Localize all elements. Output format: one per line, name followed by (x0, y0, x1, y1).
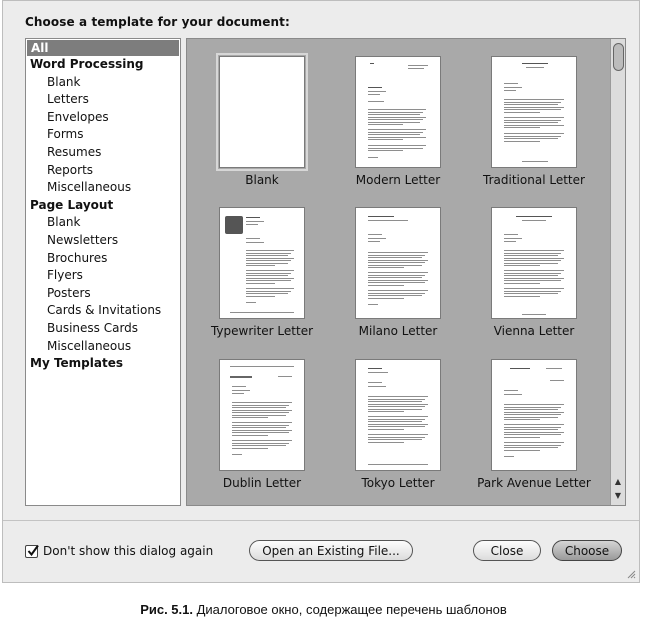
thumbnail-text-line (504, 275, 558, 276)
category-item[interactable]: Business Cards (47, 320, 139, 335)
thumbnail-text-line (232, 402, 292, 403)
thumbnail-text-line (504, 442, 564, 443)
thumbnail-text-line (504, 238, 522, 239)
thumbnail-text-line (504, 90, 516, 91)
thumbnail-text-line (368, 114, 420, 115)
template-label: Dublin Letter (222, 476, 302, 490)
thumbnail-text-line (232, 454, 242, 455)
thumbnail-text-line (504, 417, 558, 418)
thumbnail-text-line (368, 295, 422, 296)
thumbnail-text-line (246, 255, 288, 256)
thumbnail-text-line (504, 83, 518, 84)
thumbnail-text-line (504, 291, 561, 292)
thumbnail-text-line (504, 407, 561, 408)
thumbnail-text-line (246, 258, 294, 259)
category-item[interactable]: Envelopes (47, 109, 109, 124)
thumbnail-text-line (232, 390, 250, 391)
thumbnail-text-line (368, 275, 425, 276)
category-item[interactable]: Forms (47, 127, 84, 142)
scroll-thumb[interactable] (613, 43, 624, 71)
thumbnail-text-line (368, 304, 378, 305)
gallery-scrollbar[interactable] (610, 39, 625, 505)
thumbnail-text-line (368, 265, 422, 266)
thumbnail-text-line (546, 368, 562, 369)
thumbnail-text-line (232, 410, 292, 411)
thumbnail-text-line (368, 429, 404, 430)
thumbnail-text-line (408, 65, 428, 66)
thumbnail-text-line (230, 376, 252, 378)
thumbnail-text-line (368, 401, 422, 402)
thumbnail-text-line (246, 293, 288, 294)
thumbnail-text-line (246, 302, 256, 303)
thumbnail-text-line (368, 255, 425, 256)
template-item[interactable] (469, 359, 599, 506)
thumbnail-text-line (368, 262, 425, 263)
thumbnail-text-line (368, 272, 428, 273)
category-item[interactable]: Brochures (47, 250, 108, 265)
thumbnail-text-line (368, 91, 386, 92)
thumbnail-text-line (504, 263, 558, 264)
thumbnail-text-line (368, 234, 382, 235)
thumbnail-text-line (368, 241, 380, 242)
scroll-up-arrow-icon[interactable]: ▲ (614, 477, 622, 486)
thumbnail-text-line (368, 267, 404, 268)
footer-divider (3, 520, 639, 521)
thumbnail-text-line (368, 216, 394, 217)
thumbnail-text-line (232, 430, 292, 431)
thumbnail-text-line (368, 129, 426, 130)
thumbnail-text-line (368, 396, 428, 397)
template-label: Vienna Letter (493, 324, 575, 338)
thumbnail-text-line (504, 133, 564, 134)
thumbnail-text-line (504, 273, 561, 274)
thumbnail-text-line (368, 145, 426, 146)
thumbnail-text-line (246, 283, 275, 284)
template-label: Modern Letter (355, 173, 441, 187)
thumbnail-text-line (504, 283, 540, 284)
thumbnail-text-line (368, 139, 403, 140)
thumbnail-text-line (232, 432, 289, 433)
thumbnail-text-line (504, 120, 561, 121)
category-item[interactable]: Blank (47, 215, 81, 230)
thumbnail-text-line (504, 427, 561, 428)
dont-show-again-label: Don't show this dialog again (43, 544, 214, 558)
thumbnail-text-line (504, 390, 518, 391)
template-item[interactable] (333, 207, 463, 357)
template-label: Traditional Letter (483, 173, 585, 187)
thumbnail-text-line (368, 257, 422, 258)
template-item[interactable] (469, 207, 599, 357)
thumbnail-text-line (504, 127, 540, 128)
thumbnail-text-line (504, 293, 558, 294)
thumbnail-text-line (368, 285, 404, 286)
template-gallery[interactable] (186, 38, 626, 506)
category-item[interactable]: Flyers (47, 268, 83, 283)
thumbnail-text-line (504, 394, 522, 395)
thumbnail-text-line (368, 119, 423, 120)
thumbnail-text-line (246, 273, 291, 274)
thumbnail-text-line (368, 426, 425, 427)
template-item[interactable] (197, 359, 327, 506)
thumbnail-text-line (368, 368, 382, 369)
thumbnail-text-line (504, 414, 561, 415)
thumbnail-text-line (368, 419, 425, 420)
dialog-heading: Choose a template for your document: (25, 15, 290, 29)
thumbnail-text-line (504, 141, 540, 142)
thumbnail-text-line (504, 117, 564, 118)
category-list[interactable] (25, 38, 181, 506)
thumbnail-text-line (246, 253, 291, 254)
template-thumbnail[interactable] (491, 359, 577, 471)
thumbnail-text-line (504, 136, 561, 137)
template-label: Tokyo Letter (361, 476, 435, 490)
thumbnail-text-line (368, 386, 386, 387)
thumbnail-text-line (504, 107, 564, 108)
thumbnail-text-line (504, 432, 564, 433)
thumbnail-text-line (504, 253, 561, 254)
thumbnail-text-line (504, 429, 558, 430)
thumbnail-text-line (368, 372, 388, 373)
thumbnail-text-line (522, 63, 548, 64)
thumbnail-text-line (246, 242, 264, 243)
thumbnail-text-line (368, 148, 423, 149)
thumbnail-text-line (368, 117, 426, 118)
thumbnail-text-line (368, 406, 425, 407)
thumbnail-text-line (408, 68, 424, 69)
thumbnail-text-line (232, 440, 292, 441)
close-button[interactable]: Close (473, 540, 541, 561)
thumbnail-text-line (278, 376, 292, 377)
thumbnail-text-line (368, 134, 420, 135)
thumbnail-text-line (246, 221, 264, 222)
template-thumbnail[interactable] (355, 207, 441, 319)
thumbnail-text-line (246, 280, 291, 281)
thumbnail-text-line (504, 280, 561, 281)
thumbnail-text-line (504, 112, 540, 113)
thumbnail-text-line (526, 67, 544, 68)
category-item[interactable]: Resumes (47, 144, 102, 159)
thumbnail-text-line (504, 447, 558, 448)
thumbnail-text-line (368, 280, 428, 281)
category-item[interactable]: Miscellaneous (47, 180, 132, 195)
thumbnail-text-line (504, 404, 564, 405)
thumbnail-text-line (504, 412, 564, 413)
thumbnail-text-line (368, 439, 422, 440)
thumbnail-text-line (368, 421, 422, 422)
thumbnail-text-line (516, 216, 552, 217)
template-thumbnail[interactable] (219, 207, 305, 319)
thumbnail-text-line (368, 94, 380, 95)
thumbnail-text-line (246, 275, 288, 276)
thumbnail-text-line (232, 422, 292, 423)
thumbnail-text-line (368, 434, 428, 435)
category-item[interactable]: Reports (47, 162, 94, 177)
thumbnail-text-line (504, 138, 558, 139)
thumbnail-text-line (504, 260, 561, 261)
dont-show-again-checkbox[interactable] (25, 545, 38, 558)
thumbnail-text-line (368, 416, 428, 417)
thumbnail-text-line (504, 234, 518, 235)
template-thumbnail[interactable] (219, 56, 305, 168)
thumbnail-text-line (368, 122, 420, 123)
thumbnail-text-line (232, 443, 289, 444)
thumbnail-text-line (522, 161, 548, 162)
thumbnail-text-line (368, 442, 404, 443)
thumbnail-text-line (246, 238, 260, 239)
thumbnail-text-line (504, 87, 522, 88)
thumbnail-text-line (246, 263, 288, 264)
template-item[interactable] (469, 56, 599, 206)
thumbnail-text-line (510, 368, 530, 369)
thumbnail-text-line (232, 386, 246, 387)
template-label: Typewriter Letter (210, 324, 314, 338)
thumbnail-text-line (368, 124, 403, 125)
template-chooser-dialog (2, 0, 640, 583)
thumbnail-text-line (368, 132, 423, 133)
thumbnail-text-line (232, 405, 289, 406)
thumbnail-text-line (368, 112, 423, 113)
thumbnail-text-line (368, 220, 408, 221)
thumbnail-text-line (368, 409, 422, 410)
template-thumbnail[interactable] (355, 56, 441, 168)
thumbnail-text-line (230, 366, 294, 367)
thumbnail-text-line (230, 312, 294, 313)
open-existing-file-button[interactable]: Open an Existing File... (249, 540, 413, 561)
thumbnail-text-line (368, 290, 428, 291)
thumbnail-text-line (504, 437, 540, 438)
dont-show-again-option[interactable] (25, 542, 213, 560)
category-item[interactable]: All (27, 40, 179, 56)
thumbnail-text-line (504, 104, 558, 105)
thumbnail-text-line (232, 415, 286, 416)
thumbnail-text-line (370, 63, 374, 64)
category-item[interactable]: Miscellaneous (47, 338, 132, 353)
thumbnail-text-line (504, 255, 558, 256)
thumbnail-text-line (368, 260, 428, 261)
thumbnail-text-line (246, 270, 294, 271)
thumbnail-text-line (504, 270, 564, 271)
thumbnail-text-line (504, 241, 516, 242)
thumbnail-text-line (232, 417, 268, 418)
thumbnail-text-line (246, 250, 294, 251)
thumbnail-text-line (504, 434, 561, 435)
thumbnail-text-line (504, 278, 564, 279)
thumbnail-text-line (504, 250, 564, 251)
thumbnail-text-line (504, 288, 564, 289)
category-item[interactable]: Letters (47, 92, 89, 107)
thumbnail-text-line (504, 296, 540, 297)
thumbnail-text-line (504, 456, 514, 457)
caption-text: Диалоговое окно, содержащее перечень шаблонов (193, 602, 507, 617)
resize-grip-icon[interactable] (626, 569, 636, 579)
template-label: Milano Letter (358, 324, 438, 338)
thumbnail-text-line (368, 424, 428, 425)
thumbnail-text-line (368, 293, 425, 294)
figure-caption (0, 602, 647, 617)
thumbnail-text-line (504, 409, 558, 410)
thumbnail-text-line (368, 109, 426, 110)
thumbnail-text-line (368, 238, 386, 239)
template-item[interactable] (333, 56, 463, 206)
thumbnail-text-line (246, 260, 291, 261)
thumbnail-text-line (232, 425, 289, 426)
template-thumbnail[interactable] (491, 207, 577, 319)
thumbnail-text-line (504, 450, 540, 451)
category-item[interactable]: Word Processing (30, 57, 144, 71)
thumbnail-text-line (368, 404, 428, 405)
template-thumbnail[interactable] (219, 359, 305, 471)
thumbnail-text-line (504, 102, 561, 103)
thumbnail-text-line (504, 265, 540, 266)
thumbnail-text-line (232, 393, 244, 394)
thumbnail-text-line (368, 157, 378, 158)
thumbnail-text-line (368, 464, 428, 465)
thumbnail-text-line (232, 412, 289, 413)
template-thumbnail[interactable] (491, 56, 577, 168)
thumbnail-text-line (246, 288, 294, 289)
thumbnail-text-line (368, 399, 425, 400)
thumbnail-text-line (368, 277, 422, 278)
thumbnail-text-line (522, 220, 546, 221)
thumbnail-text-line (368, 101, 384, 102)
caption-prefix: Рис. 5.1. (140, 602, 193, 617)
thumbnail-text-line (368, 150, 403, 151)
thumbnail-text-line (504, 419, 540, 420)
thumbnail-text-line (232, 407, 286, 408)
thumbnail-text-line (246, 291, 291, 292)
typewriter-image-icon (225, 216, 243, 234)
thumbnail-text-line (246, 224, 258, 225)
scroll-down-arrow-icon[interactable]: ▼ (614, 491, 622, 500)
thumbnail-text-line (368, 382, 382, 383)
thumbnail-text-line (504, 258, 564, 259)
template-label: Park Avenue Letter (477, 476, 591, 490)
checkmark-icon (27, 544, 39, 557)
thumbnail-text-line (246, 296, 275, 297)
thumbnail-text-line (246, 217, 260, 218)
category-item[interactable]: Blank (47, 74, 81, 89)
category-item[interactable]: Newsletters (47, 232, 119, 247)
thumbnail-text-line (368, 437, 425, 438)
category-item[interactable]: My Templates (30, 356, 123, 371)
thumbnail-text-line (504, 424, 564, 425)
thumbnail-text-line (368, 298, 404, 299)
thumbnail-text-line (368, 87, 382, 88)
category-item[interactable]: Page Layout (30, 197, 114, 212)
template-thumbnail[interactable] (355, 359, 441, 471)
thumbnail-text-line (522, 314, 546, 315)
template-item[interactable] (333, 359, 463, 506)
thumbnail-text-line (504, 445, 561, 446)
thumbnail-text-line (368, 282, 425, 283)
category-item[interactable]: Posters (47, 285, 91, 300)
template-item[interactable] (197, 56, 327, 206)
template-label: Blank (245, 173, 279, 187)
category-item[interactable]: Cards & Invitations (47, 303, 162, 318)
thumbnail-text-line (368, 137, 426, 138)
template-item[interactable] (197, 207, 327, 357)
thumbnail-text-line (246, 278, 294, 279)
thumbnail-text-line (368, 252, 428, 253)
thumbnail-text-line (504, 99, 564, 100)
thumbnail-text-line (504, 122, 558, 123)
choose-button[interactable]: Choose (552, 540, 622, 561)
thumbnail-text-line (232, 448, 268, 449)
thumbnail-text-line (246, 265, 275, 266)
thumbnail-text-line (232, 427, 286, 428)
thumbnail-text-line (504, 125, 564, 126)
thumbnail-text-line (232, 445, 286, 446)
thumbnail-text-line (368, 411, 404, 412)
thumbnail-text-line (232, 435, 268, 436)
thumbnail-text-line (550, 380, 564, 381)
thumbnail-text-line (504, 109, 561, 110)
